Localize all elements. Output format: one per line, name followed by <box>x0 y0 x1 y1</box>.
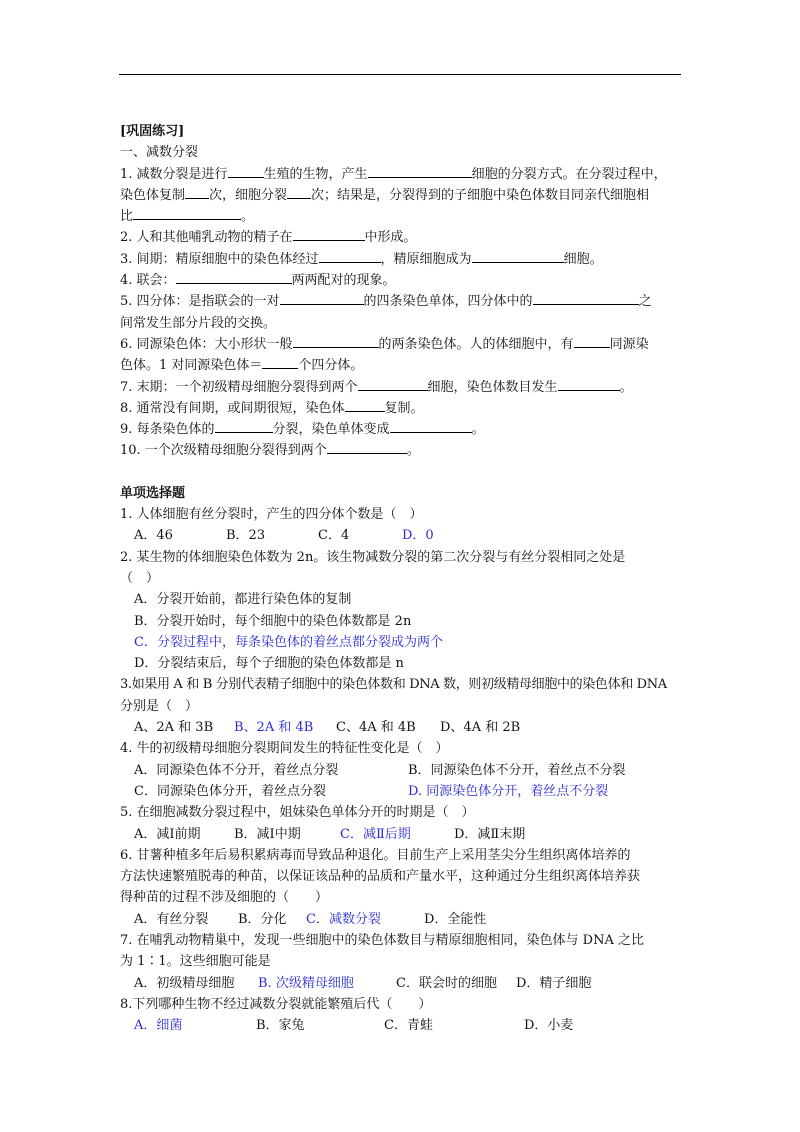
fill-in-section <box>120 164 686 462</box>
option-row <box>120 781 686 802</box>
blank <box>319 250 381 263</box>
fill-line-3: 比 。 <box>120 209 255 225</box>
option-a: A．有丝分裂 <box>134 911 209 927</box>
fill-line-1: 1. 减数分裂是进行 生殖的生物，产生 细胞的分裂方式。在分裂过程中， <box>120 166 667 182</box>
worksheet-content <box>120 121 686 1036</box>
blank <box>133 207 241 220</box>
option-b-answer: B. 次级精母细胞 <box>258 975 354 991</box>
blank <box>280 292 364 305</box>
question-text: 8.下列哪种生物不经过减数分裂就能繁殖后代（ ） <box>120 996 432 1012</box>
option-c: C．同源染色体分开，着丝点分裂 <box>134 783 326 799</box>
option-c-answer: C．减数分裂 <box>306 911 381 927</box>
option-b: B．家兔 <box>256 1018 305 1034</box>
option-c: C．4 <box>318 528 350 544</box>
fill-line-14: 10. 一个次级精母细胞分裂得到两个 。 <box>120 443 420 459</box>
option-a: A．46 <box>134 528 173 544</box>
blank <box>293 228 365 241</box>
blank <box>228 165 264 178</box>
option-a: A．减Ⅰ前期 <box>134 826 201 842</box>
question-text: 7. 在哺乳动物精巢中，发现一些细胞中的染色体数目与精原细胞相同，染色体与 DNA 之比 <box>120 932 644 948</box>
option-row <box>120 760 686 781</box>
question-text: 方法快速繁殖脱毒的种苗，以保证该品种的品质和产量水平，这种通过分生组织离体培养获 <box>120 869 641 885</box>
option-d: D．精子细胞 <box>516 975 592 991</box>
question-text: 为 1∶1。这些细胞可能是 <box>120 954 271 970</box>
fill-line-4: 2. 人和其他哺乳动物的精子在 中形成。 <box>120 230 417 246</box>
question-text: 分别是（ ） <box>120 698 199 714</box>
option-a: A．同源染色体不分开，着丝点分裂 <box>134 762 339 778</box>
option-b: B．分裂开始时，每个细胞中的染色体数都是 2n <box>134 613 412 629</box>
section-title: [巩固练习] <box>120 124 185 139</box>
option-b: B．同源染色体不分开，着丝点不分裂 <box>408 762 626 778</box>
fill-line-10: 色体。1 对同源染色体＝ 个四分体。 <box>120 358 364 374</box>
option-c: C．青蛙 <box>384 1018 433 1034</box>
option-row <box>120 909 686 930</box>
blank <box>368 165 472 178</box>
blank <box>472 250 564 263</box>
header-rule <box>119 74 681 75</box>
option-b: B．23 <box>226 528 266 544</box>
blank <box>533 292 639 305</box>
option-d: D．分裂结束后，每个子细胞的染色体数都是 n <box>134 656 404 672</box>
option-a: A．初级精母细胞 <box>134 975 235 991</box>
question-5 <box>120 802 686 845</box>
question-text: 3.如果用 A 和 B 分别代表精子细胞中的染色体数和 DNA 数，则初级精母细胞中的染色体和 DNA <box>120 677 667 693</box>
fill-line-11: 7. 末期：一个初级精母细胞分裂得到两个 细胞，染色体数目发生 。 <box>120 379 633 395</box>
fill-line-2: 染色体复制 次，细胞分裂 次；结果是，分裂得到的子细胞中染色体数目同亲代细胞相 <box>120 187 650 203</box>
fill-line-8: 间常发生部分片段的交换。 <box>120 315 277 331</box>
option-a: A、2A 和 3B <box>134 720 214 736</box>
blank <box>215 420 273 433</box>
option-b: B．分化 <box>238 911 287 927</box>
option-d: D．小麦 <box>524 1018 574 1034</box>
option-row <box>120 973 686 994</box>
blank <box>262 356 298 369</box>
option-a: A．分裂开始前，都进行染色体的复制 <box>134 592 352 608</box>
fill-line-9: 6. 同源染色体：大小形状一般 的两条染色体。人的体细胞中，有 同源染 <box>120 336 649 352</box>
question-3 <box>120 674 686 738</box>
option-d: D．减Ⅱ末期 <box>454 826 526 842</box>
question-6 <box>120 845 686 930</box>
blank <box>574 335 610 348</box>
blank <box>185 186 209 199</box>
option-row <box>120 1015 686 1036</box>
question-7 <box>120 930 686 994</box>
blank <box>358 378 428 391</box>
question-text: 2. 某生物的体细胞染色体数为 2n。该生物减数分裂的第二次分裂与有丝分裂相同之处是 <box>120 549 626 565</box>
option-b: B．减Ⅰ中期 <box>234 826 301 842</box>
question-text: 6. 甘薯种植多年后易积累病毒而导致品种退化。目前生产上采用茎尖分生组织离体培养的 <box>120 847 631 863</box>
blank <box>390 420 472 433</box>
blank <box>558 378 620 391</box>
fill-line-12: 8. 通常没有间期，或间期很短，染色体 复制。 <box>120 400 424 416</box>
blank <box>345 399 385 412</box>
question-text: 5. 在细胞减数分裂过程中，姐妹染色单体分开的时期是（ ） <box>120 805 475 821</box>
question-text: 4. 牛的初级精母细胞分裂期间发生的特征性变化是（ ） <box>120 741 449 757</box>
question-2 <box>120 547 686 675</box>
sub-title: 一、减数分裂 <box>120 145 199 161</box>
question-1 <box>120 504 686 547</box>
mc-title: 单项选择题 <box>120 485 186 501</box>
option-b-answer: B、2A 和 4B <box>234 720 314 736</box>
question-text: 1. 人体细胞有丝分裂时，产生的四分体个数是（ ） <box>120 507 423 523</box>
fill-line-5: 3. 间期：精原细胞中的染色体经过 ，精原细胞成为 细胞。 <box>120 251 603 267</box>
option-d: D、4A 和 2B <box>440 720 521 736</box>
option-d-answer: D．0 <box>402 528 434 544</box>
blank <box>176 271 292 284</box>
option-a-answer: A．细菌 <box>134 1018 183 1034</box>
option-row <box>120 525 686 546</box>
spacer <box>120 462 686 483</box>
blank <box>293 335 379 348</box>
option-c-answer: C．分裂过程中，每条染色体的着丝点都分裂成为两个 <box>134 634 443 650</box>
question-8 <box>120 994 686 1037</box>
blank <box>327 441 407 454</box>
option-row <box>120 824 686 845</box>
fill-line-7: 5. 四分体：是指联会的一对 的四条染色单体，四分体中的 之 <box>120 294 652 310</box>
option-c-answer: C．减Ⅱ后期 <box>340 826 411 842</box>
fill-line-13: 9. 每条染色体的 分裂，染色单体变成 。 <box>120 422 485 438</box>
option-c: C．联会时的细胞 <box>396 975 497 991</box>
question-4 <box>120 738 686 802</box>
option-d-answer: D. 同源染色体分开，着丝点不分裂 <box>408 783 609 799</box>
option-d: D．全能性 <box>424 911 487 927</box>
option-c: C、4A 和 4B <box>336 720 416 736</box>
fill-line-6: 4. 联会： 两两配对的现象。 <box>120 273 396 289</box>
question-text: 得种苗的过程不涉及细胞的（ ） <box>120 890 329 906</box>
question-text: （ ） <box>120 570 160 586</box>
option-row <box>120 717 686 738</box>
blank <box>287 186 311 199</box>
